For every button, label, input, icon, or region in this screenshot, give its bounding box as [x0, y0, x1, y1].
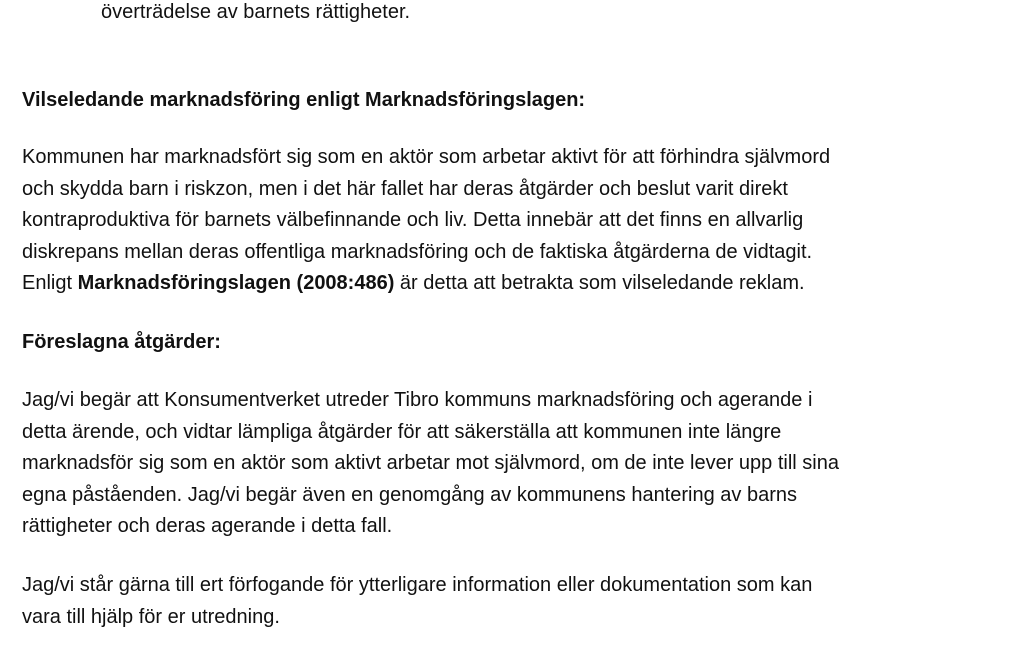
paragraph-line-law	[22, 268, 830, 300]
paragraph-line: marknadsför sig som en aktör som aktivt arbetar mot självmord, om de inte lever upp till sina	[22, 452, 839, 475]
heading-actions: Föreslagna åtgärder:	[22, 331, 221, 353]
law-prefix: Enligt	[22, 272, 78, 295]
paragraph-line: Jag/vi står gärna till ert förfogande för ytterligare information eller dokumentation som kan	[22, 574, 813, 596]
paragraph-line: och skydda barn i riskzon, men i det här fallet har deras åtgärder och beslut varit direkt	[22, 177, 788, 200]
paragraph-line: vara till hjälp för er utredning.	[22, 605, 280, 628]
paragraph-line: diskrepans mellan deras offentliga marknadsföring och de faktiska åtgärderna de vidtagit.	[22, 240, 813, 263]
paragraph-line: Jag/vi begär att Konsumentverket utreder Tibro kommuns marknadsföring och agerande i	[22, 389, 813, 411]
law-reference: Marknadsföringslagen (2008:486)	[77, 272, 395, 295]
paragraph-line: kontraproduktiva för barnets välbefinnande och liv. Detta innebär att det finns en allvarlig	[22, 209, 804, 232]
paragraph-closing	[22, 570, 812, 633]
paragraph-marketing	[22, 142, 830, 300]
paragraph-line: Kommunen har marknadsfört sig som en aktör som arbetar aktivt för att förhindra självmord	[22, 146, 831, 168]
paragraph-actions	[22, 385, 839, 543]
continuation-text: överträdelse av barnets rättigheter.	[101, 1, 411, 23]
paragraph-line: egna påståenden. Jag/vi begär även en genomgång av kommunens hantering av barns	[22, 483, 797, 506]
law-suffix: är detta att betrakta som vilseledande reklam.	[394, 272, 805, 295]
paragraph-line: rättigheter och deras agerande i detta fall.	[22, 515, 393, 538]
heading-marketing: Vilseledande marknadsföring enligt Marknadsföringslagen:	[22, 89, 586, 111]
paragraph-line: detta ärende, och vidtar lämpliga åtgärder för att säkerställa att kommunen inte längre	[22, 420, 782, 443]
